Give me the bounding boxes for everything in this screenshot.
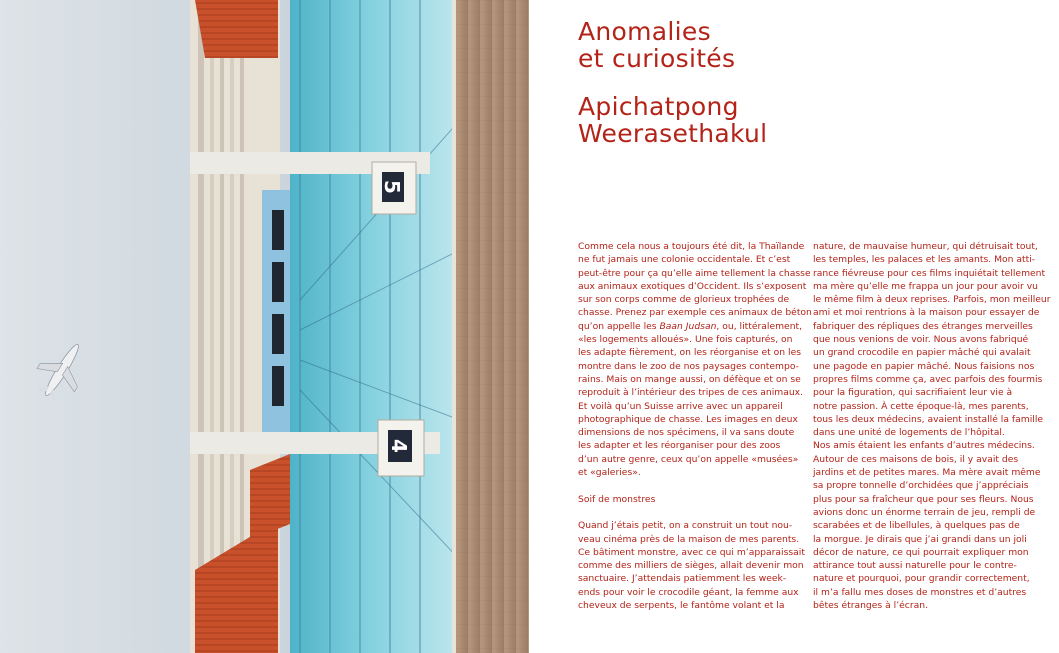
text-line: notre passion. À cette époque-là, mes parents, (813, 400, 1029, 412)
text-line: sur son corps comme de glorieux trophées de (578, 294, 790, 306)
text-line: ne fut jamais une colonie occidentale. Et c’est (578, 254, 791, 266)
text-line: Ce bâtiment monstre, avec ce qui m’apparaissait (578, 546, 805, 558)
text-fragment: qu’on appelle les (578, 320, 660, 332)
swimming-pool-photograph (0, 0, 529, 653)
text-line: «les logements alloués». Une fois capturés, on (578, 334, 793, 346)
text-line: attirance tout aussi naturelle pour le contre- (813, 560, 1017, 572)
pool-edge (452, 0, 456, 653)
text-line: sa propre tonnelle d’orchidées que j’appréciais (813, 480, 1029, 492)
photo-panel (0, 0, 529, 653)
essay-title (578, 18, 735, 72)
text-line: rance fiévreuse pour ces films inquiétait tellement (813, 267, 1046, 279)
text-line: un grand crocodile en papier mâché qui avalait (813, 347, 1031, 359)
text-fragment: , ou, littéralement, (716, 320, 803, 332)
text-line: avions donc un énorme terrain de jeu, rempli de (813, 506, 1036, 518)
text-line: et «galeries». (578, 467, 641, 479)
text-line: sanctuaire. J’attendais patiemment les week- (578, 573, 787, 585)
text-line: reproduit à l’intérieur des tripes de ces animaux. (578, 387, 804, 399)
roof-top (195, 0, 278, 58)
text-line: les temples, les palaces et les amants. Mon atti- (813, 254, 1036, 266)
text-line: d’un autre genre, ceux qu’on appelle «musées» (578, 453, 799, 465)
text-line: nature et pourquoi, pour grandir correctement, (813, 573, 1030, 585)
paragraph-gap (578, 506, 802, 519)
text-line: veau cinéma près de la maison de mes parents. (578, 533, 800, 545)
essay-title-line-2: et curiosités (578, 44, 736, 73)
text-line: photographique de chasse. Les images en deux (578, 413, 798, 425)
text-line: Autour de ces maisons de bois, il y avait des (813, 453, 1019, 465)
text-line: Comme cela nous a toujours été dit, la Thaïlande (578, 241, 805, 252)
author-name-line-1: Apichatpong (578, 92, 739, 121)
text-line: bêtes étranges à l’écran. (813, 600, 929, 612)
text-line: ami et moi rentrions à la maison pour essayer de (813, 307, 1040, 319)
text-line: dimensions de nos spécimens, il va sans doute (578, 427, 795, 439)
text-line: ends pour voir le crocodile géant, la femme aux (578, 586, 799, 598)
lane-number-4: 4 (387, 439, 411, 453)
text-line: ma mère qu’elle me frappa un jour pour avoir vu (813, 280, 1038, 292)
text-line: le même film à deux reprises. Parfois, mon meilleur (813, 294, 1051, 306)
text-line: Nos amis étaient les enfants d’autres médecins. (813, 440, 1035, 452)
text-column-left (578, 240, 812, 612)
text-line: pour la figuration, qui sacrifiaient leur vie à (813, 387, 1013, 399)
text-line: montre dans le zoo de nos paysages contempo- (578, 360, 799, 372)
paragraph-gap (578, 479, 802, 492)
text-line: les adapter et les réorganiser pour des zoos (578, 440, 781, 452)
text-line: rains. Mais on mange aussi, on défèque et on se (578, 373, 801, 385)
pool-water (290, 0, 460, 653)
text-line: scarabées et de libellules, à quelques pas de (813, 520, 1020, 532)
essay-title-line-1: Anomalies (578, 17, 711, 46)
text-line: fabriquer des répliques des étranges merveilles (813, 320, 1033, 332)
section-subheading: Soif de monstres (578, 493, 656, 505)
author-name (578, 93, 767, 147)
text-line: tous les deux médecins, avaient installé la famille (813, 413, 1044, 425)
text-page (529, 0, 1059, 653)
text-line: cheveux de serpents, le fantôme volant et la (578, 600, 785, 612)
text-line: chasse. Prenez par exemple ces animaux de béton (578, 307, 812, 319)
text-line: nature, de mauvaise humeur, qui détruisait tout, (813, 241, 1038, 252)
text-line: dans une unité de logements de l’hôpital. (813, 427, 1005, 439)
text-line: jardins et de petites mares. Ma mère avait même (813, 467, 1041, 479)
text-line: que nous venions de voir. Nous avons fabriqué (813, 334, 1029, 346)
text-line: aux animaux exotiques d’Occident. Ils s’exposent (578, 280, 807, 292)
text-line: comme des milliers de sièges, allait devenir mon (578, 560, 804, 572)
text-line (578, 320, 802, 333)
lane-number-5: 5 (380, 180, 404, 194)
text-column-right (813, 240, 1051, 612)
text-line: il m’a fallu mes doses de monstres et d’autres (813, 586, 1027, 598)
text-line: les adapte fièrement, on les réorganise et on les (578, 347, 802, 359)
italic-term: Baan Judsan (659, 320, 717, 332)
text-line: décor de nature, ce qui pourrait expliquer mon (813, 546, 1029, 558)
text-line: propres films comme ça, avec parfois des fourmis (813, 373, 1043, 385)
text-line: peut-être pour ça qu’elle aime tellement la chasse (578, 267, 811, 279)
pool-deck (455, 0, 529, 653)
author-name-line-2: Weerasethakul (578, 119, 768, 148)
text-line: une pagode en papier mâché. Nous faisions nos (813, 360, 1035, 372)
text-line: Et voilà qu’un Suisse arrive avec un appareil (578, 400, 783, 412)
text-line: la morgue. Je dirais que j’ai grandi dans un joli (813, 533, 1027, 545)
text-line: Quand j’étais petit, on a construit un tout nou- (578, 520, 793, 532)
text-line: plus pour sa fraîcheur que pour ses fleurs. Nous (813, 493, 1034, 505)
